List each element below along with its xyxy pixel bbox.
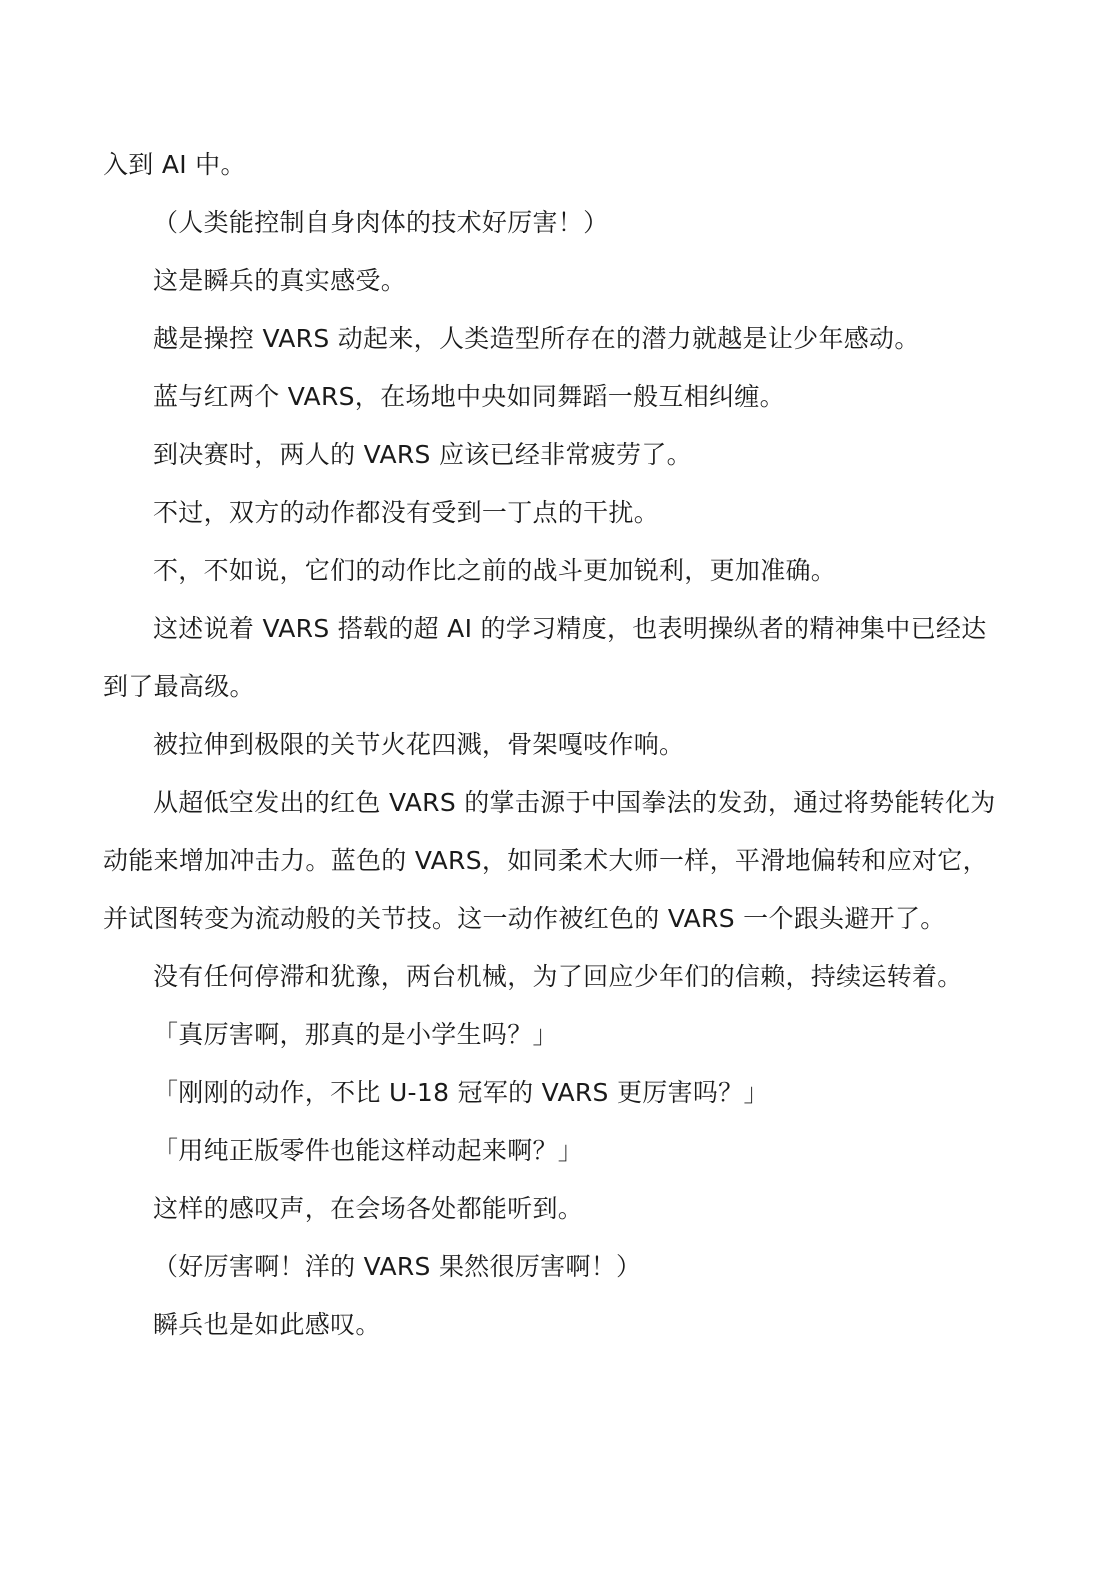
paragraph: 这述说着 VARS 搭载的超 AI 的学习精度，也表明操纵者的精神集中已经达到了最高级。 <box>103 614 987 701</box>
paragraph: 这是瞬兵的真实感受。 <box>153 266 407 295</box>
dialogue-line: 「真厉害啊，那真的是小学生吗？」 <box>153 1020 558 1049</box>
paragraph: 越是操控 VARS 动起来，人类造型所存在的潜力就越是让少年感动。 <box>153 324 920 353</box>
paragraph: 从超低空发出的红色 VARS 的掌击源于中国拳法的发劲，通过将势能转化为动能来增加冲击力。蓝色的 VARS，如同柔术大师一样，平滑地偏转和应对它，并试图转变为流动般的关节技。这一动作被红色的 VARS 一个跟头避开了。 <box>103 788 996 933</box>
paragraph: 这样的感叹声，在会场各处都能听到。 <box>153 1194 584 1223</box>
paragraph: 没有任何停滞和犹豫，两台机械，为了回应少年们的信赖，持续运转着。 <box>153 962 963 991</box>
paragraph: 不，不如说，它们的动作比之前的战斗更加锐利，更加准确。 <box>153 556 837 585</box>
body-text <box>103 136 1003 1354</box>
paragraph: （好厉害啊！洋的 VARS 果然很厉害啊！） <box>153 1252 642 1281</box>
paragraph: 到决赛时，两人的 VARS 应该已经非常疲劳了。 <box>153 440 692 469</box>
paragraph: 不过，双方的动作都没有受到一丁点的干扰。 <box>153 498 660 527</box>
paragraph: 蓝与红两个 VARS，在场地中央如同舞蹈一般互相纠缠。 <box>153 382 785 411</box>
paragraph: （人类能控制自身肉体的技术好厉害！） <box>153 208 609 237</box>
dialogue-line: 「用纯正版零件也能这样动起来啊？」 <box>153 1136 584 1165</box>
paragraph-continuation: 入到 AI 中。 <box>103 150 246 179</box>
paragraph: 被拉伸到极限的关节火花四溅，骨架嘎吱作响。 <box>153 730 685 759</box>
dialogue-line: 「刚刚的动作，不比 U-18 冠军的 VARS 更厉害吗？」 <box>153 1078 769 1107</box>
paragraph: 瞬兵也是如此感叹。 <box>153 1310 381 1339</box>
